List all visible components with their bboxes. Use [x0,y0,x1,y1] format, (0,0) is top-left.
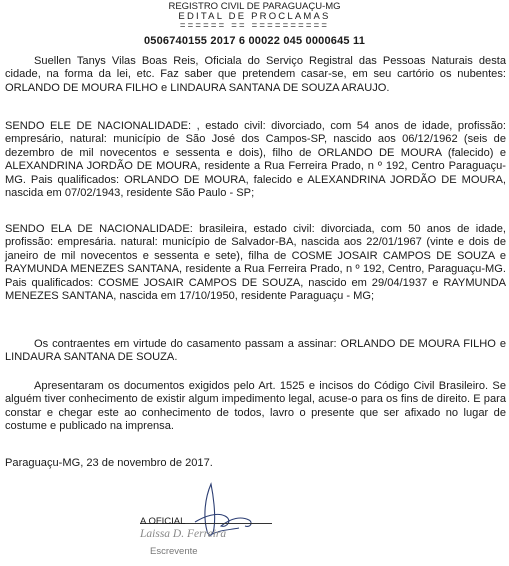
handwritten-signature [183,476,263,556]
signing-names-paragraph: Os contraentes em virtude do casamento passam a assinar: ORLANDO DE MOURA FILHO e LINDAURA SANTANA DE SOUZA. [5,338,506,364]
registration-number: 0506740155 2017 6 00022 045 0000645 11 [143,35,366,47]
date-line: Paraguaçu-MG, 23 de novembro de 2017. [5,457,213,469]
signer-title: Escrevente [150,546,198,557]
registry-title: REGISTRO CIVIL DE PARAGUAÇU-MG [168,1,341,12]
edital-title: EDITAL DE PROCLAMAS [178,11,331,22]
title-underline: ====== == ========== [179,20,330,31]
signer-name: Laissa D. Ferreira [140,528,227,540]
groom-paragraph: SENDO ELE DE NACIONALIDADE: , estado civil: divorciado, com 54 anos de idade, profissão: empresário, natural: município de São José dos Campos-SP, nascido aos 06/12/1962 (seis de dezembro de mil novecentos e sessenta e dois), filho de ORLANDO DE MOURA (falecido) e ALEXANDRINA JORDÃO DE MOURA, residente a Rua Ferreira Prado, n º 192, Centro Paraguaçu-MG. Pais qualificados: ORLANDO DE MOURA, falecido e ALEXANDRINA JORDÃO DE MOURA, nascida em 07/02/1943, residente São Paulo - SP; [5,120,506,200]
intro-paragraph: Suellen Tanys Vilas Boas Reis, Oficiala do Serviço Registral das Pessoas Naturais desta cidade, na forma da lei, etc. Faz saber que pretendem casar-se, em seu cartório os nubentes: ORLANDO DE MOURA FILHO e LINDAURA SANTANA DE SOUZA ARAUJO. [5,55,506,94]
documents-paragraph: Apresentaram os documentos exigidos pelo Art. 1525 e incisos do Código Civil Brasileiro. Se alguém tiver conhecimento de existir algum impedimento legal, acuse-o para os fins de direito. E para constar e chegar este ao conhecimento de todos, lavro o presente que ser afixado no lugar de costume e publicado na imprensa. [5,380,506,433]
signer-role: A OFICIAL [140,516,186,527]
bride-paragraph: SENDO ELA DE NACIONALIDADE: brasileira, estado civil: divorciada, com 50 anos de idade, profissão: empresária. natural: município de Salvador-BA, nascida aos 22/01/1967 (vinte e dois de janeiro de mil novecentos e sessenta e sete), filha de COSME JOSAIR CAMPOS DE SOUZA e RAYMUNDA MENEZES SANTANA, residente a Rua Ferreira Prado, n º 192, Centro, Paraguaçu-MG. Pais qualificados: COSME JOSAIR CAMPOS DE SOUZA, nascido em 29/04/1937 e RAYMUNDA MENEZES SANTANA, nascida em 17/10/1950, residente Paraguaçu - MG; [5,223,506,303]
